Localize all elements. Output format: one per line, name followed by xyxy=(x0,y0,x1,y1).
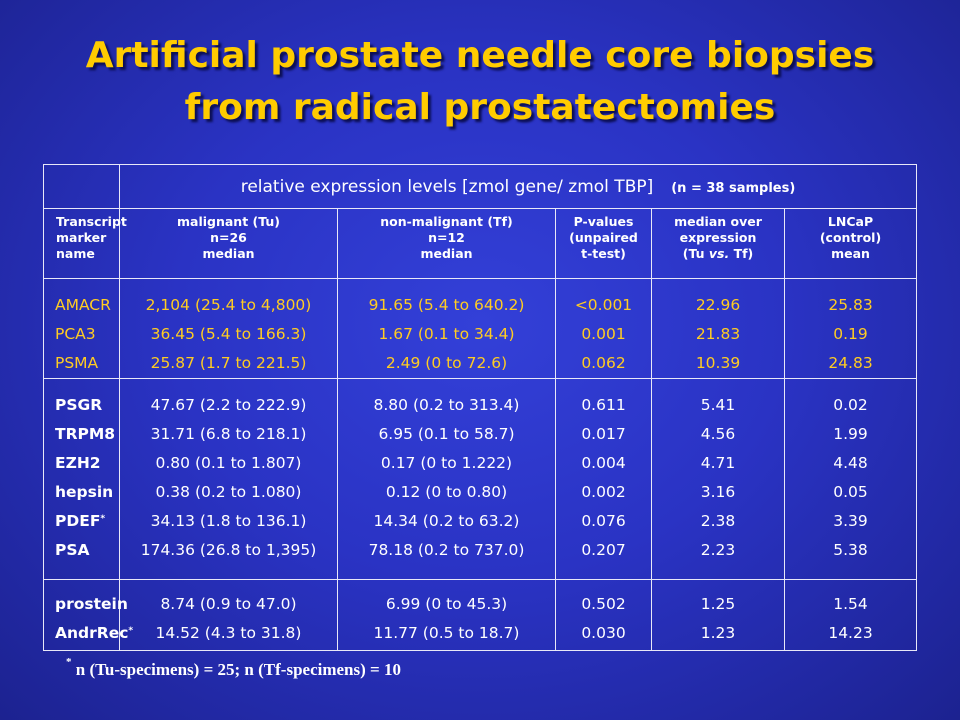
lncap-value-cell xyxy=(785,279,917,379)
lncap-value-text: 0.19 xyxy=(833,325,868,343)
p-value-text: 0.611 xyxy=(581,396,626,414)
title-line-1: Artificial prostate needle core biopsies xyxy=(85,35,875,76)
median-over-value-text: 2.23 xyxy=(700,541,736,559)
col-header-transcript xyxy=(44,209,127,279)
malignant-value-text: 0.80 (0.1 to 1.807) xyxy=(155,454,302,472)
malignant-value-cell xyxy=(120,279,338,379)
median-over-value-text: 1.25 xyxy=(700,595,736,613)
malignant-value-text: 31.71 (6.8 to 218.1) xyxy=(150,425,307,443)
table-header-main-row xyxy=(44,165,917,209)
lncap-value xyxy=(785,291,916,320)
table-column-header-row xyxy=(44,209,917,279)
transcript-name-text: hepsin xyxy=(55,483,114,501)
non-malignant-value xyxy=(338,391,555,420)
header-sample-note: (n = 38 samples) xyxy=(671,180,796,196)
p-value-text: 0.017 xyxy=(581,425,626,443)
transcript-name-text: PCA3 xyxy=(55,325,96,343)
lncap-value-text: 0.02 xyxy=(833,396,868,414)
malignant-value-text: 8.74 (0.9 to 47.0) xyxy=(160,595,297,613)
lncap-value xyxy=(785,478,916,507)
header-main-cell xyxy=(120,165,917,209)
transcript-name xyxy=(55,391,119,420)
title-line-2: from radical prostatectomies xyxy=(184,87,776,128)
lncap-value-text: 24.83 xyxy=(828,354,873,372)
transcript-name-text: AMACR xyxy=(55,296,111,314)
malignant-value-text: 47.67 (2.2 to 222.9) xyxy=(150,396,307,414)
col-header-part-italic: vs. xyxy=(708,246,730,261)
p-value xyxy=(556,478,651,507)
col-header-line: n=12 xyxy=(428,230,465,245)
lncap-value xyxy=(785,420,916,449)
col-header-line: P-values xyxy=(573,214,634,229)
footnote-text: n (Tu-specimens) = 25; n (Tf-specimens) = 10 xyxy=(71,660,401,679)
non-malignant-value xyxy=(338,507,555,536)
non-malignant-value xyxy=(338,536,555,565)
transcript-name-text: PSA xyxy=(55,541,90,559)
lncap-value-text: 25.83 xyxy=(828,296,873,314)
median-over-value-text: 4.71 xyxy=(700,454,736,472)
malignant-value xyxy=(120,391,337,420)
transcript-name xyxy=(55,478,119,507)
non-malignant-value xyxy=(338,291,555,320)
table-group-row xyxy=(44,580,917,651)
col-header-p-values xyxy=(556,209,652,279)
col-header-line: mean xyxy=(831,246,870,261)
transcript-name xyxy=(55,349,119,378)
col-header-line: expression xyxy=(679,230,757,245)
col-header-line: (unpaired xyxy=(569,230,638,245)
p-value-text: 0.207 xyxy=(581,541,626,559)
malignant-value xyxy=(120,320,337,349)
median-over-value xyxy=(652,291,784,320)
lncap-value-text: 1.99 xyxy=(833,425,868,443)
p-value xyxy=(556,291,651,320)
col-header-line: non-malignant (Tf) xyxy=(380,214,513,229)
transcript-name xyxy=(55,320,119,349)
lncap-value-text: 1.54 xyxy=(833,595,868,613)
median-over-value-text: 5.41 xyxy=(700,396,736,414)
p-value-text: 0.502 xyxy=(581,595,626,613)
lncap-value-cell xyxy=(785,580,917,651)
non-malignant-value-text: 2.49 (0 to 72.6) xyxy=(385,354,508,372)
p-value-text: 0.062 xyxy=(581,354,626,372)
non-malignant-value-text: 14.34 (0.2 to 63.2) xyxy=(373,512,520,530)
malignant-value xyxy=(120,449,337,478)
transcript-name xyxy=(55,291,119,320)
p-value-text: <0.001 xyxy=(574,296,633,314)
median-over-value-text: 2.38 xyxy=(700,512,736,530)
p-value-text: 0.004 xyxy=(581,454,626,472)
non-malignant-value-text: 78.18 (0.2 to 737.0) xyxy=(368,541,525,559)
col-header-line: median xyxy=(202,246,255,261)
median-over-value xyxy=(652,619,784,648)
col-header-non-malignant xyxy=(338,209,556,279)
footnote-marker: * xyxy=(100,514,106,524)
transcript-name xyxy=(55,420,119,449)
lncap-value xyxy=(785,320,916,349)
median-over-value-text: 21.83 xyxy=(695,325,741,343)
footnote-mark: * xyxy=(66,656,72,668)
p-value-cell xyxy=(556,580,652,651)
col-header-line: t-test) xyxy=(581,246,626,261)
transcript-name xyxy=(55,536,119,565)
transcript-name-text: prostein xyxy=(55,595,128,613)
footnote-marker: * xyxy=(128,626,134,636)
lncap-value-text: 5.38 xyxy=(833,541,868,559)
transcript-name-text: EZH2 xyxy=(55,454,101,472)
lncap-value-text: 4.48 xyxy=(833,454,868,472)
transcript-name xyxy=(55,590,128,619)
p-value xyxy=(556,349,651,378)
malignant-value xyxy=(120,590,337,619)
p-value-text: 0.001 xyxy=(581,325,626,343)
transcript-name-cell xyxy=(44,279,120,379)
malignant-value-text: 36.45 (5.4 to 166.3) xyxy=(150,325,307,343)
p-value-text: 0.030 xyxy=(581,624,626,642)
transcript-name-text: PDEF xyxy=(55,512,101,530)
median-over-value xyxy=(652,478,784,507)
col-header-median-over xyxy=(652,209,785,279)
malignant-value-text: 174.36 (26.8 to 1,395) xyxy=(140,541,317,559)
col-header-part: Tf) xyxy=(729,246,754,261)
non-malignant-value xyxy=(338,349,555,378)
malignant-value xyxy=(120,291,337,320)
p-value xyxy=(556,619,651,648)
col-header-line: name xyxy=(56,246,95,261)
col-header-malignant xyxy=(120,209,338,279)
header-main-text: relative expression levels [zmol gene/ zmol TBP] xyxy=(240,176,654,197)
malignant-value xyxy=(120,349,337,378)
col-header-line: malignant (Tu) xyxy=(176,214,280,229)
transcript-name-cell xyxy=(44,379,120,580)
malignant-value xyxy=(120,536,337,565)
non-malignant-value xyxy=(338,619,555,648)
malignant-value xyxy=(120,478,337,507)
median-over-value-cell xyxy=(652,580,785,651)
non-malignant-value-text: 0.17 (0 to 1.222) xyxy=(380,454,513,472)
non-malignant-value-text: 11.77 (0.5 to 18.7) xyxy=(373,624,520,642)
malignant-value-text: 0.38 (0.2 to 1.080) xyxy=(155,483,302,501)
footnote xyxy=(66,656,401,680)
median-over-value xyxy=(652,320,784,349)
lncap-value xyxy=(785,507,916,536)
malignant-value xyxy=(120,619,337,648)
table-group-row xyxy=(44,379,917,580)
transcript-name-cell xyxy=(44,580,134,651)
col-header-line: (control) xyxy=(819,230,882,245)
malignant-value-text: 34.13 (1.8 to 136.1) xyxy=(150,512,307,530)
transcript-name-text: AndrRec xyxy=(55,624,129,642)
transcript-name xyxy=(55,507,119,536)
median-over-value-text: 3.16 xyxy=(700,483,736,501)
transcript-name xyxy=(55,449,119,478)
col-header-line: Transcript xyxy=(56,214,127,229)
non-malignant-value-cell xyxy=(338,279,556,379)
non-malignant-value-text: 0.12 (0 to 0.80) xyxy=(385,483,508,501)
median-over-value xyxy=(652,449,784,478)
lncap-value xyxy=(785,590,916,619)
non-malignant-value-cell xyxy=(338,379,556,580)
median-over-value-text: 10.39 xyxy=(695,354,741,372)
p-value xyxy=(556,420,651,449)
col-header-line: LNCaP xyxy=(827,214,874,229)
p-value xyxy=(556,536,651,565)
lncap-value xyxy=(785,619,916,648)
non-malignant-value-text: 91.65 (5.4 to 640.2) xyxy=(368,296,525,314)
median-over-value xyxy=(652,391,784,420)
malignant-value-text: 14.52 (4.3 to 31.8) xyxy=(155,624,302,642)
median-over-value xyxy=(652,536,784,565)
median-over-value xyxy=(652,507,784,536)
lncap-value xyxy=(785,391,916,420)
transcript-name xyxy=(55,619,134,648)
col-header-part: (Tu xyxy=(682,246,709,261)
col-header-lncap xyxy=(785,209,917,279)
malignant-value-text: 25.87 (1.7 to 221.5) xyxy=(150,354,307,372)
p-value xyxy=(556,507,651,536)
lncap-value-cell xyxy=(785,379,917,580)
col-header-line: n=26 xyxy=(210,230,247,245)
p-value-text: 0.002 xyxy=(581,483,626,501)
non-malignant-value xyxy=(338,590,555,619)
median-over-value-text: 4.56 xyxy=(700,425,736,443)
non-malignant-value-text: 8.80 (0.2 to 313.4) xyxy=(373,396,520,414)
header-empty-cell xyxy=(44,165,120,209)
median-over-value xyxy=(652,349,784,378)
median-over-value-cell xyxy=(652,379,785,580)
lncap-value-text: 14.23 xyxy=(828,624,873,642)
lncap-value xyxy=(785,349,916,378)
transcript-name-text: TRPM8 xyxy=(55,425,116,443)
malignant-value xyxy=(120,507,337,536)
table-group-row xyxy=(44,279,917,379)
lncap-value xyxy=(785,449,916,478)
non-malignant-value-text: 1.67 (0.1 to 34.4) xyxy=(378,325,515,343)
non-malignant-value xyxy=(338,320,555,349)
col-header-line xyxy=(652,246,784,262)
malignant-value-cell xyxy=(120,580,338,651)
expression-table xyxy=(43,164,917,651)
median-over-value-text: 22.96 xyxy=(695,296,741,314)
p-value-text: 0.076 xyxy=(581,512,626,530)
median-over-value xyxy=(652,420,784,449)
col-header-line: median over xyxy=(674,214,762,229)
p-value xyxy=(556,449,651,478)
p-value xyxy=(556,590,651,619)
transcript-name-text: PSMA xyxy=(55,354,99,372)
malignant-value-cell xyxy=(120,379,338,580)
non-malignant-value-cell xyxy=(338,580,556,651)
malignant-value xyxy=(120,420,337,449)
lncap-value-text: 3.39 xyxy=(833,512,868,530)
non-malignant-value xyxy=(338,478,555,507)
median-over-value xyxy=(652,590,784,619)
col-header-line: marker xyxy=(56,230,107,245)
p-value-cell xyxy=(556,379,652,580)
lncap-value xyxy=(785,536,916,565)
lncap-value-text: 0.05 xyxy=(833,483,868,501)
p-value xyxy=(556,320,651,349)
p-value-cell xyxy=(556,279,652,379)
non-malignant-value-text: 6.99 (0 to 45.3) xyxy=(385,595,508,613)
col-header-line: median xyxy=(420,246,473,261)
median-over-value-text: 1.23 xyxy=(700,624,736,642)
non-malignant-value xyxy=(338,449,555,478)
non-malignant-value-text: 6.95 (0.1 to 58.7) xyxy=(378,425,515,443)
p-value xyxy=(556,391,651,420)
non-malignant-value xyxy=(338,420,555,449)
median-over-value-cell xyxy=(652,279,785,379)
transcript-name-text: PSGR xyxy=(55,396,103,414)
malignant-value-text: 2,104 (25.4 to 4,800) xyxy=(145,296,312,314)
slide-title xyxy=(0,30,960,134)
